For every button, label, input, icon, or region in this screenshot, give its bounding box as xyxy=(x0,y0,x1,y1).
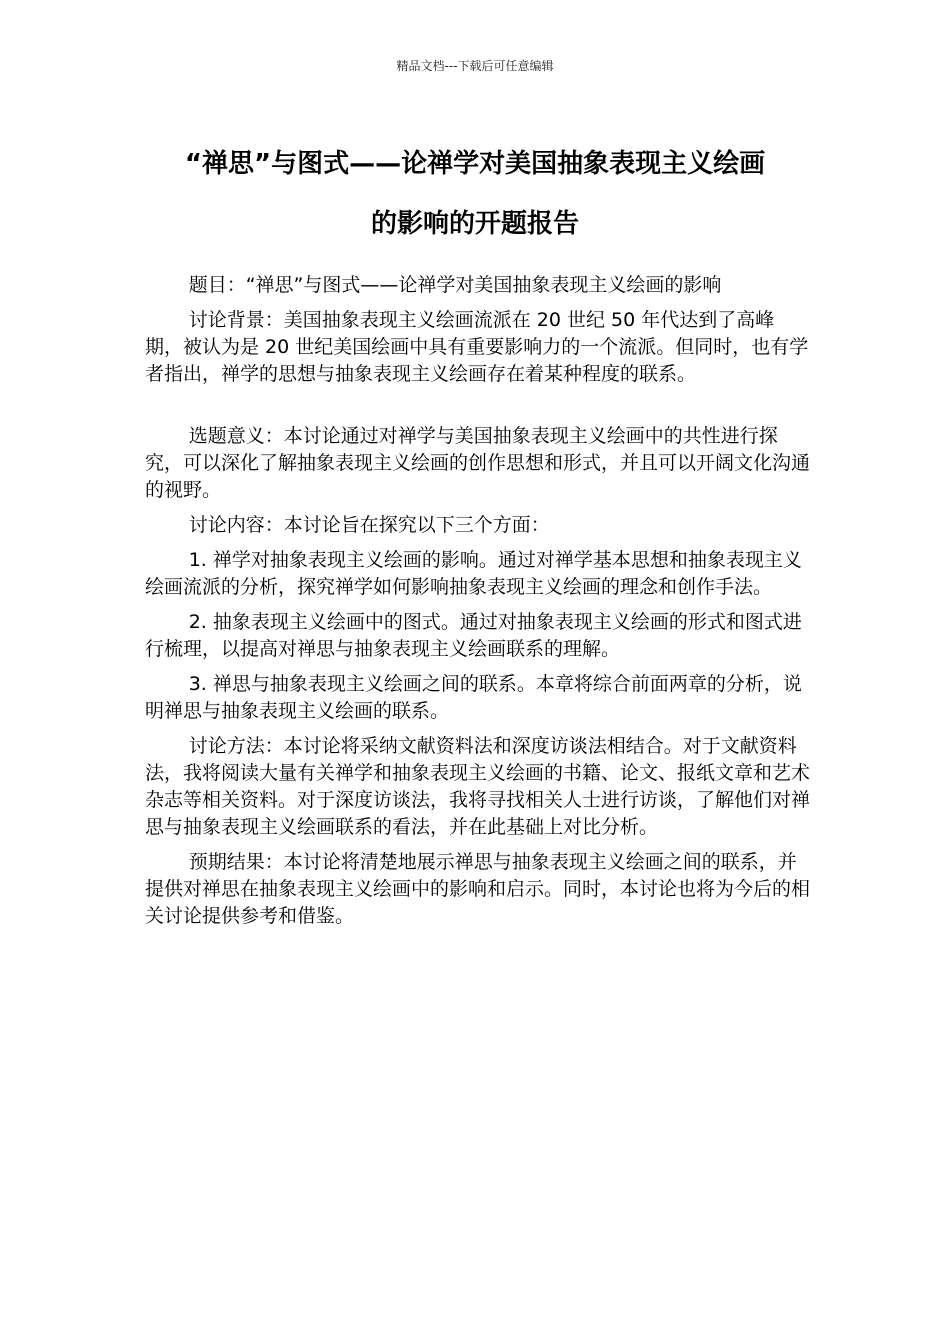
paragraph-item-2: 2. 抽象表现主义绘画中的图式。通过对抽象表现主义绘画的形式和图式进行梳理，以提高对禅思与抽象表现主义绘画联系的理解。 xyxy=(145,611,802,660)
paragraph-content: 讨论内容：本讨论旨在探究以下三个方面： xyxy=(188,514,550,536)
document-title xyxy=(120,134,830,254)
paragraph-topic: 题目：“禅思”与图式——论禅学对美国抽象表现主义绘画的影响 xyxy=(188,274,722,296)
paragraph-background: 讨论背景：美国抽象表现主义绘画流派在 20 世纪 50 年代达到了高峰期，被认为是 20 世纪美国绘画中具有重要影响力的一个流派。但同时，也有学者指出，禅学的思想与抽象表现主义绘画存在着某种程度的联系。 xyxy=(145,309,809,385)
title-line-1: “禅思”与图式——论禅学对美国抽象表现主义绘画 xyxy=(184,149,766,179)
paragraph-significance: 选题意义：本讨论通过对禅学与美国抽象表现主义绘画中的共性进行探究，可以深化了解抽象表现主义绘画的创作思想和形式，并且可以开阔文化沟通的视野。 xyxy=(145,425,811,501)
paragraph-expected-results: 预期结果：本讨论将清楚地展示禅思与抽象表现主义绘画之间的联系，并提供对禅思在抽象表现主义绘画中的影响和启示。同时，本讨论也将为今后的相关讨论提供参考和借鉴。 xyxy=(145,851,811,927)
paragraph-item-1: 1. 禅学对抽象表现主义绘画的影响。通过对禅学基本思想和抽象表现主义绘画流派的分析，探究禅学如何影响抽象表现主义绘画的理念和创作手法。 xyxy=(145,549,802,598)
paragraph-item-3: 3. 禅思与抽象表现主义绘画之间的联系。本章将综合前面两章的分析，说明禅思与抽象表现主义绘画的联系。 xyxy=(145,673,802,722)
title-line-2: 的影响的开题报告 xyxy=(370,209,579,239)
page-header: 精品文档---下载后可任意编辑 xyxy=(396,59,554,73)
paragraph-method: 讨论方法：本讨论将采纳文献资料法和深度访谈法相结合。对于文献资料法，我将阅读大量有关禅学和抽象表现主义绘画的书籍、论文、报纸文章和艺术杂志等相关资料。对于深度访谈法，我将寻找相关人士进行访谈，了解他们对禅思与抽象表现主义绘画联系的看法，并在此基础上对比分析。 xyxy=(145,735,811,838)
document-body xyxy=(145,272,810,938)
